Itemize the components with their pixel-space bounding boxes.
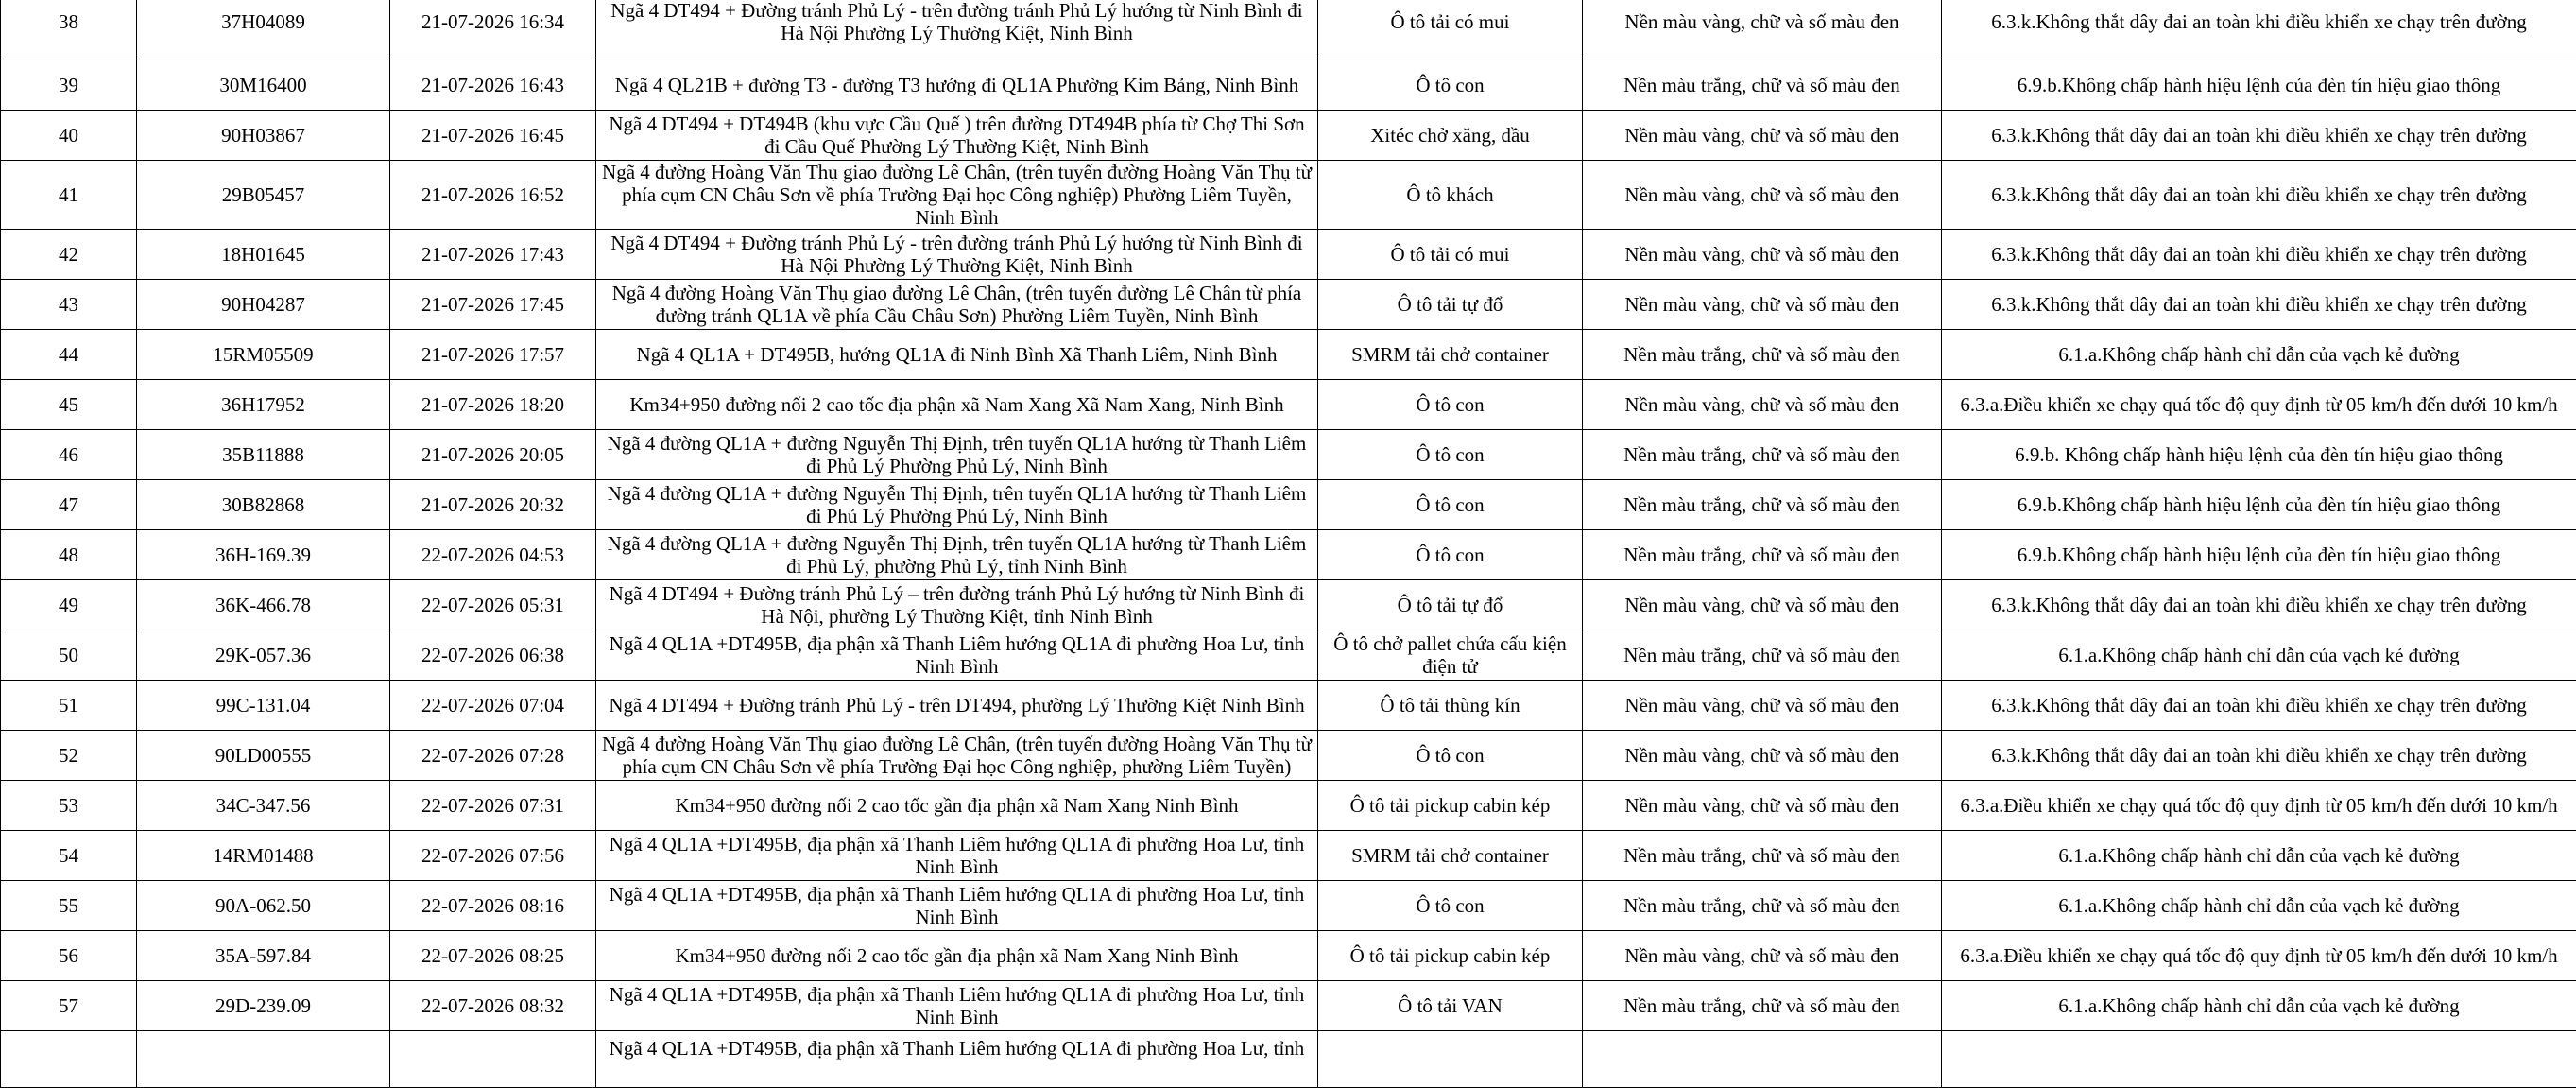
plate-color-cell: Nền màu vàng, chữ và số màu đen	[1583, 380, 1942, 430]
violation-time-cell: 22-07-2026 07:04	[390, 681, 596, 731]
violation-location-cell: Ngã 4 đường QL1A + đường Nguyễn Thị Định, trên tuyến QL1A hướng từ Thanh Liêm đi Phủ Lý, phường Phủ Lý, tỉnh Ninh Bình	[596, 530, 1318, 580]
plate-color-cell: Nền màu trắng, chữ và số màu đen	[1583, 630, 1942, 681]
plate-color-cell: Nền màu trắng, chữ và số màu đen	[1583, 981, 1942, 1031]
vehicle-type-cell: Ô tô con	[1318, 380, 1583, 430]
violation-time-cell: 22-07-2026 08:32	[390, 981, 596, 1031]
row-number-cell: 44	[1, 330, 137, 380]
license-plate-cell: 90H03867	[137, 111, 390, 161]
license-plate-cell: 36H-169.39	[137, 530, 390, 580]
plate-color-cell: Nền màu vàng, chữ và số màu đen	[1583, 781, 1942, 831]
violation-description-cell: 6.3.a.Điều khiển xe chạy quá tốc độ quy định từ 05 km/h đến dưới 10 km/h	[1942, 380, 2576, 430]
table-body	[1, 0, 2576, 1088]
row-number-cell: 51	[1, 681, 137, 731]
violation-description-cell: 6.3.k.Không thắt dây đai an toàn khi điều khiển xe chạy trên đường	[1942, 161, 2576, 230]
plate-color-cell: Nền màu vàng, chữ và số màu đen	[1583, 681, 1942, 731]
table-row	[1, 430, 2576, 480]
violation-time-cell: 21-07-2026 20:05	[390, 430, 596, 480]
violation-location-cell: Ngã 4 DT494 + Đường tránh Phủ Lý - trên đường tránh Phủ Lý hướng từ Ninh Bình đi Hà Nội Phường Lý Thường Kiệt, Ninh Bình	[596, 0, 1318, 60]
plate-color-cell: Nền màu vàng, chữ và số màu đen	[1583, 111, 1942, 161]
plate-color-cell: Nền màu vàng, chữ và số màu đen	[1583, 0, 1942, 60]
plate-color-cell: Nền màu vàng, chữ và số màu đen	[1583, 731, 1942, 781]
row-number-cell: 57	[1, 981, 137, 1031]
row-number-cell: 50	[1, 630, 137, 681]
row-number-cell: 55	[1, 881, 137, 931]
vehicle-type-cell: Ô tô tải thùng kín	[1318, 681, 1583, 731]
plate-color-cell: Nền màu trắng, chữ và số màu đen	[1583, 60, 1942, 111]
table-row	[1, 831, 2576, 881]
violation-location-cell: Km34+950 đường nối 2 cao tốc địa phận xã Nam Xang Xã Nam Xang, Ninh Bình	[596, 380, 1318, 430]
vehicle-type-cell: Ô tô con	[1318, 881, 1583, 931]
violation-location-cell: Ngã 4 QL21B + đường T3 - đường T3 hướng đi QL1A Phường Kim Bảng, Ninh Bình	[596, 60, 1318, 111]
plate-color-cell: Nền màu trắng, chữ và số màu đen	[1583, 480, 1942, 530]
violation-location-cell: Ngã 4 QL1A +DT495B, địa phận xã Thanh Liêm hướng QL1A đi phường Hoa Lư, tỉnh	[596, 1031, 1318, 1088]
table-row	[1, 60, 2576, 111]
plate-color-cell: Nền màu trắng, chữ và số màu đen	[1583, 530, 1942, 580]
plate-color-cell: Nền màu vàng, chữ và số màu đen	[1583, 230, 1942, 280]
violation-description-cell: 6.9.b. Không chấp hành hiệu lệnh của đèn tín hiệu giao thông	[1942, 430, 2576, 480]
vehicle-type-cell: Ô tô con	[1318, 430, 1583, 480]
violation-description-cell: 6.3.k.Không thắt dây đai an toàn khi điều khiển xe chạy trên đường	[1942, 731, 2576, 781]
table-row	[1, 731, 2576, 781]
violation-time-cell: 21-07-2026 16:45	[390, 111, 596, 161]
license-plate-cell: 14RM01488	[137, 831, 390, 881]
license-plate-cell: 29D-239.09	[137, 981, 390, 1031]
row-number-cell: 41	[1, 161, 137, 230]
violation-description-cell: 6.3.k.Không thắt dây đai an toàn khi điều khiển xe chạy trên đường	[1942, 0, 2576, 60]
violation-time-cell: 21-07-2026 17:57	[390, 330, 596, 380]
row-number-cell: 43	[1, 280, 137, 330]
violation-description-cell: 6.3.k.Không thắt dây đai an toàn khi điều khiển xe chạy trên đường	[1942, 580, 2576, 630]
table-row	[1, 330, 2576, 380]
violation-description-cell: 6.3.a.Điều khiển xe chạy quá tốc độ quy định từ 05 km/h đến dưới 10 km/h	[1942, 931, 2576, 981]
vehicle-type-cell: Ô tô tải tự đổ	[1318, 280, 1583, 330]
license-plate-cell: 18H01645	[137, 230, 390, 280]
violation-location-cell: Ngã 4 đường Hoàng Văn Thụ giao đường Lê Chân, (trên tuyến đường Hoàng Văn Thụ từ phía cụm CN Châu Sơn về phía Trường Đại học Công nghiệp) Phường Liêm Tuyền, Ninh Bình	[596, 161, 1318, 230]
vehicle-type-cell: Ô tô tải có mui	[1318, 230, 1583, 280]
vehicle-type-cell: Ô tô khách	[1318, 161, 1583, 230]
violation-time-cell: 21-07-2026 17:45	[390, 280, 596, 330]
license-plate-cell: 30B82868	[137, 480, 390, 530]
plate-color-cell: Nền màu vàng, chữ và số màu đen	[1583, 280, 1942, 330]
violation-description-cell: 6.3.a.Điều khiển xe chạy quá tốc độ quy định từ 05 km/h đến dưới 10 km/h	[1942, 781, 2576, 831]
table-row	[1, 681, 2576, 731]
violation-description-cell: 6.9.b.Không chấp hành hiệu lệnh của đèn tín hiệu giao thông	[1942, 480, 2576, 530]
table-row	[1, 580, 2576, 630]
table-row	[1, 781, 2576, 831]
vehicle-type-cell: Ô tô con	[1318, 731, 1583, 781]
plate-color-cell: Nền màu trắng, chữ và số màu đen	[1583, 330, 1942, 380]
table-row	[1, 0, 2576, 60]
row-number-cell: 40	[1, 111, 137, 161]
violation-time-cell: 21-07-2026 16:52	[390, 161, 596, 230]
violation-location-cell: Ngã 4 QL1A + DT495B, hướng QL1A đi Ninh Bình Xã Thanh Liêm, Ninh Bình	[596, 330, 1318, 380]
violation-location-cell: Ngã 4 QL1A +DT495B, địa phận xã Thanh Liêm hướng QL1A đi phường Hoa Lư, tỉnh Ninh Bình	[596, 831, 1318, 881]
row-number-cell: 48	[1, 530, 137, 580]
violation-description-cell: 6.1.a.Không chấp hành chỉ dẫn của vạch kẻ đường	[1942, 881, 2576, 931]
table-row	[1, 230, 2576, 280]
row-number-cell: 39	[1, 60, 137, 111]
plate-color-cell: Nền màu vàng, chữ và số màu đen	[1583, 161, 1942, 230]
license-plate-cell: 15RM05509	[137, 330, 390, 380]
vehicle-type-cell: SMRM tải chở container	[1318, 330, 1583, 380]
violation-description-cell: 6.1.a.Không chấp hành chỉ dẫn của vạch kẻ đường	[1942, 330, 2576, 380]
violation-time-cell: 22-07-2026 06:38	[390, 630, 596, 681]
row-number-cell: 46	[1, 430, 137, 480]
row-number-cell: 53	[1, 781, 137, 831]
license-plate-cell: 30M16400	[137, 60, 390, 111]
plate-color-cell: Nền màu trắng, chữ và số màu đen	[1583, 430, 1942, 480]
vehicle-type-cell: Ô tô tải VAN	[1318, 981, 1583, 1031]
violation-description-cell: 6.9.b.Không chấp hành hiệu lệnh của đèn tín hiệu giao thông	[1942, 60, 2576, 111]
violation-time-cell: 22-07-2026 07:56	[390, 831, 596, 881]
license-plate-cell: 29B05457	[137, 161, 390, 230]
table-row	[1, 630, 2576, 681]
vehicle-type-cell: Ô tô tải pickup cabin kép	[1318, 781, 1583, 831]
violation-time-cell: 21-07-2026 20:32	[390, 480, 596, 530]
violation-location-cell: Ngã 4 đường QL1A + đường Nguyễn Thị Định, trên tuyến QL1A hướng từ Thanh Liêm đi Phủ Lý Phường Phủ Lý, Ninh Bình	[596, 430, 1318, 480]
violation-time-cell: 22-07-2026 05:31	[390, 580, 596, 630]
license-plate-cell: 35B11888	[137, 430, 390, 480]
violation-description-cell: 6.1.a.Không chấp hành chỉ dẫn của vạch kẻ đường	[1942, 831, 2576, 881]
violation-location-cell: Km34+950 đường nối 2 cao tốc gần địa phận xã Nam Xang Ninh Bình	[596, 781, 1318, 831]
vehicle-type-cell: Ô tô con	[1318, 60, 1583, 111]
violation-location-cell: Ngã 4 đường Hoàng Văn Thụ giao đường Lê Chân, (trên tuyến đường Hoàng Văn Thụ từ phía cụm CN Châu Sơn về phía Trường Đại học Công nghiệp, phường Liêm Tuyền)	[596, 731, 1318, 781]
violation-location-cell: Ngã 4 đường Hoàng Văn Thụ giao đường Lê Chân, (trên tuyến đường Lê Chân từ phía đường tránh QL1A về phía Cầu Châu Sơn) Phường Liêm Tuyền, Ninh Bình	[596, 280, 1318, 330]
violation-location-cell: Ngã 4 DT494 + DT494B (khu vực Cầu Quế ) trên đường DT494B phía từ Chợ Thi Sơn đi Cầu Quế Phường Lý Thường Kiệt, Ninh Bình	[596, 111, 1318, 161]
violation-description-cell: 6.3.k.Không thắt dây đai an toàn khi điều khiển xe chạy trên đường	[1942, 681, 2576, 731]
violation-description-cell: 6.1.a.Không chấp hành chỉ dẫn của vạch kẻ đường	[1942, 981, 2576, 1031]
violation-location-cell: Ngã 4 QL1A +DT495B, địa phận xã Thanh Liêm hướng QL1A đi phường Hoa Lư, tỉnh Ninh Bình	[596, 981, 1318, 1031]
violation-time-cell: 22-07-2026 07:31	[390, 781, 596, 831]
license-plate-cell: 34C-347.56	[137, 781, 390, 831]
row-number-cell: 42	[1, 230, 137, 280]
row-number-cell: 52	[1, 731, 137, 781]
license-plate-cell: 29K-057.36	[137, 630, 390, 681]
violation-location-cell: Ngã 4 DT494 + Đường tránh Phủ Lý - trên DT494, phường Lý Thường Kiệt Ninh Bình	[596, 681, 1318, 731]
violation-location-cell: Ngã 4 DT494 + Đường tránh Phủ Lý – trên đường tránh Phủ Lý hướng từ Ninh Bình đi Hà Nội, phường Lý Thường Kiệt, tỉnh Ninh Bình	[596, 580, 1318, 630]
violation-location-cell: Ngã 4 QL1A +DT495B, địa phận xã Thanh Liêm hướng QL1A đi phường Hoa Lư, tỉnh Ninh Bình	[596, 881, 1318, 931]
license-plate-cell: 99C-131.04	[137, 681, 390, 731]
violation-location-cell: Ngã 4 đường QL1A + đường Nguyễn Thị Định, trên tuyến QL1A hướng từ Thanh Liêm đi Phủ Lý Phường Phủ Lý, Ninh Bình	[596, 480, 1318, 530]
vehicle-type-cell: Ô tô tải có mui	[1318, 0, 1583, 60]
vehicle-type-cell: Ô tô tải pickup cabin kép	[1318, 931, 1583, 981]
violation-time-cell: 22-07-2026 07:28	[390, 731, 596, 781]
table-row	[1, 111, 2576, 161]
row-number-cell: 56	[1, 931, 137, 981]
table-row	[1, 280, 2576, 330]
table-row	[1, 981, 2576, 1031]
row-number-cell: 49	[1, 580, 137, 630]
table-row	[1, 881, 2576, 931]
vehicle-type-cell: Ô tô con	[1318, 530, 1583, 580]
table-row	[1, 931, 2576, 981]
plate-color-cell: Nền màu vàng, chữ và số màu đen	[1583, 931, 1942, 981]
vehicle-type-cell: Xitéc chở xăng, dầu	[1318, 111, 1583, 161]
vehicle-type-cell: SMRM tải chở container	[1318, 831, 1583, 881]
vehicle-type-cell: Ô tô chở pallet chứa cấu kiện điện tử	[1318, 630, 1583, 681]
violation-time-cell: 21-07-2026 16:43	[390, 60, 596, 111]
license-plate-cell: 90LD00555	[137, 731, 390, 781]
row-number-cell: 54	[1, 831, 137, 881]
violation-description-cell: 6.3.k.Không thắt dây đai an toàn khi điều khiển xe chạy trên đường	[1942, 111, 2576, 161]
violation-description-cell: 6.9.b.Không chấp hành hiệu lệnh của đèn tín hiệu giao thông	[1942, 530, 2576, 580]
table-row	[1, 530, 2576, 580]
vehicle-type-cell: Ô tô con	[1318, 480, 1583, 530]
violation-time-cell: 22-07-2026 08:16	[390, 881, 596, 931]
violation-location-cell: Ngã 4 DT494 + Đường tránh Phủ Lý - trên đường tránh Phủ Lý hướng từ Ninh Bình đi Hà Nội Phường Lý Thường Kiệt, Ninh Bình	[596, 230, 1318, 280]
plate-color-cell: Nền màu trắng, chữ và số màu đen	[1583, 831, 1942, 881]
license-plate-cell: 35A-597.84	[137, 931, 390, 981]
table-row	[1, 480, 2576, 530]
plate-color-cell: Nền màu vàng, chữ và số màu đen	[1583, 580, 1942, 630]
violation-time-cell: 21-07-2026 16:34	[390, 0, 596, 60]
row-number-cell: 45	[1, 380, 137, 430]
violation-time-cell: 22-07-2026 04:53	[390, 530, 596, 580]
vehicle-type-cell: Ô tô tải tự đổ	[1318, 580, 1583, 630]
violation-time-cell: 21-07-2026 17:43	[390, 230, 596, 280]
violation-description-cell: 6.1.a.Không chấp hành chỉ dẫn của vạch kẻ đường	[1942, 630, 2576, 681]
row-number-cell: 47	[1, 480, 137, 530]
violation-location-cell: Km34+950 đường nối 2 cao tốc gần địa phận xã Nam Xang Ninh Bình	[596, 931, 1318, 981]
violation-location-cell: Ngã 4 QL1A +DT495B, địa phận xã Thanh Liêm hướng QL1A đi phường Hoa Lư, tỉnh Ninh Bình	[596, 630, 1318, 681]
license-plate-cell: 36K-466.78	[137, 580, 390, 630]
table-row	[1, 161, 2576, 230]
license-plate-cell: 37H04089	[137, 0, 390, 60]
table-row	[1, 380, 2576, 430]
license-plate-cell: 36H17952	[137, 380, 390, 430]
row-number-cell: 38	[1, 0, 137, 60]
violation-time-cell: 21-07-2026 18:20	[390, 380, 596, 430]
violation-description-cell: 6.3.k.Không thắt dây đai an toàn khi điều khiển xe chạy trên đường	[1942, 230, 2576, 280]
violation-time-cell: 22-07-2026 08:25	[390, 931, 596, 981]
license-plate-cell: 90H04287	[137, 280, 390, 330]
license-plate-cell: 90A-062.50	[137, 881, 390, 931]
violation-description-cell: 6.3.k.Không thắt dây đai an toàn khi điều khiển xe chạy trên đường	[1942, 280, 2576, 330]
plate-color-cell: Nền màu trắng, chữ và số màu đen	[1583, 881, 1942, 931]
